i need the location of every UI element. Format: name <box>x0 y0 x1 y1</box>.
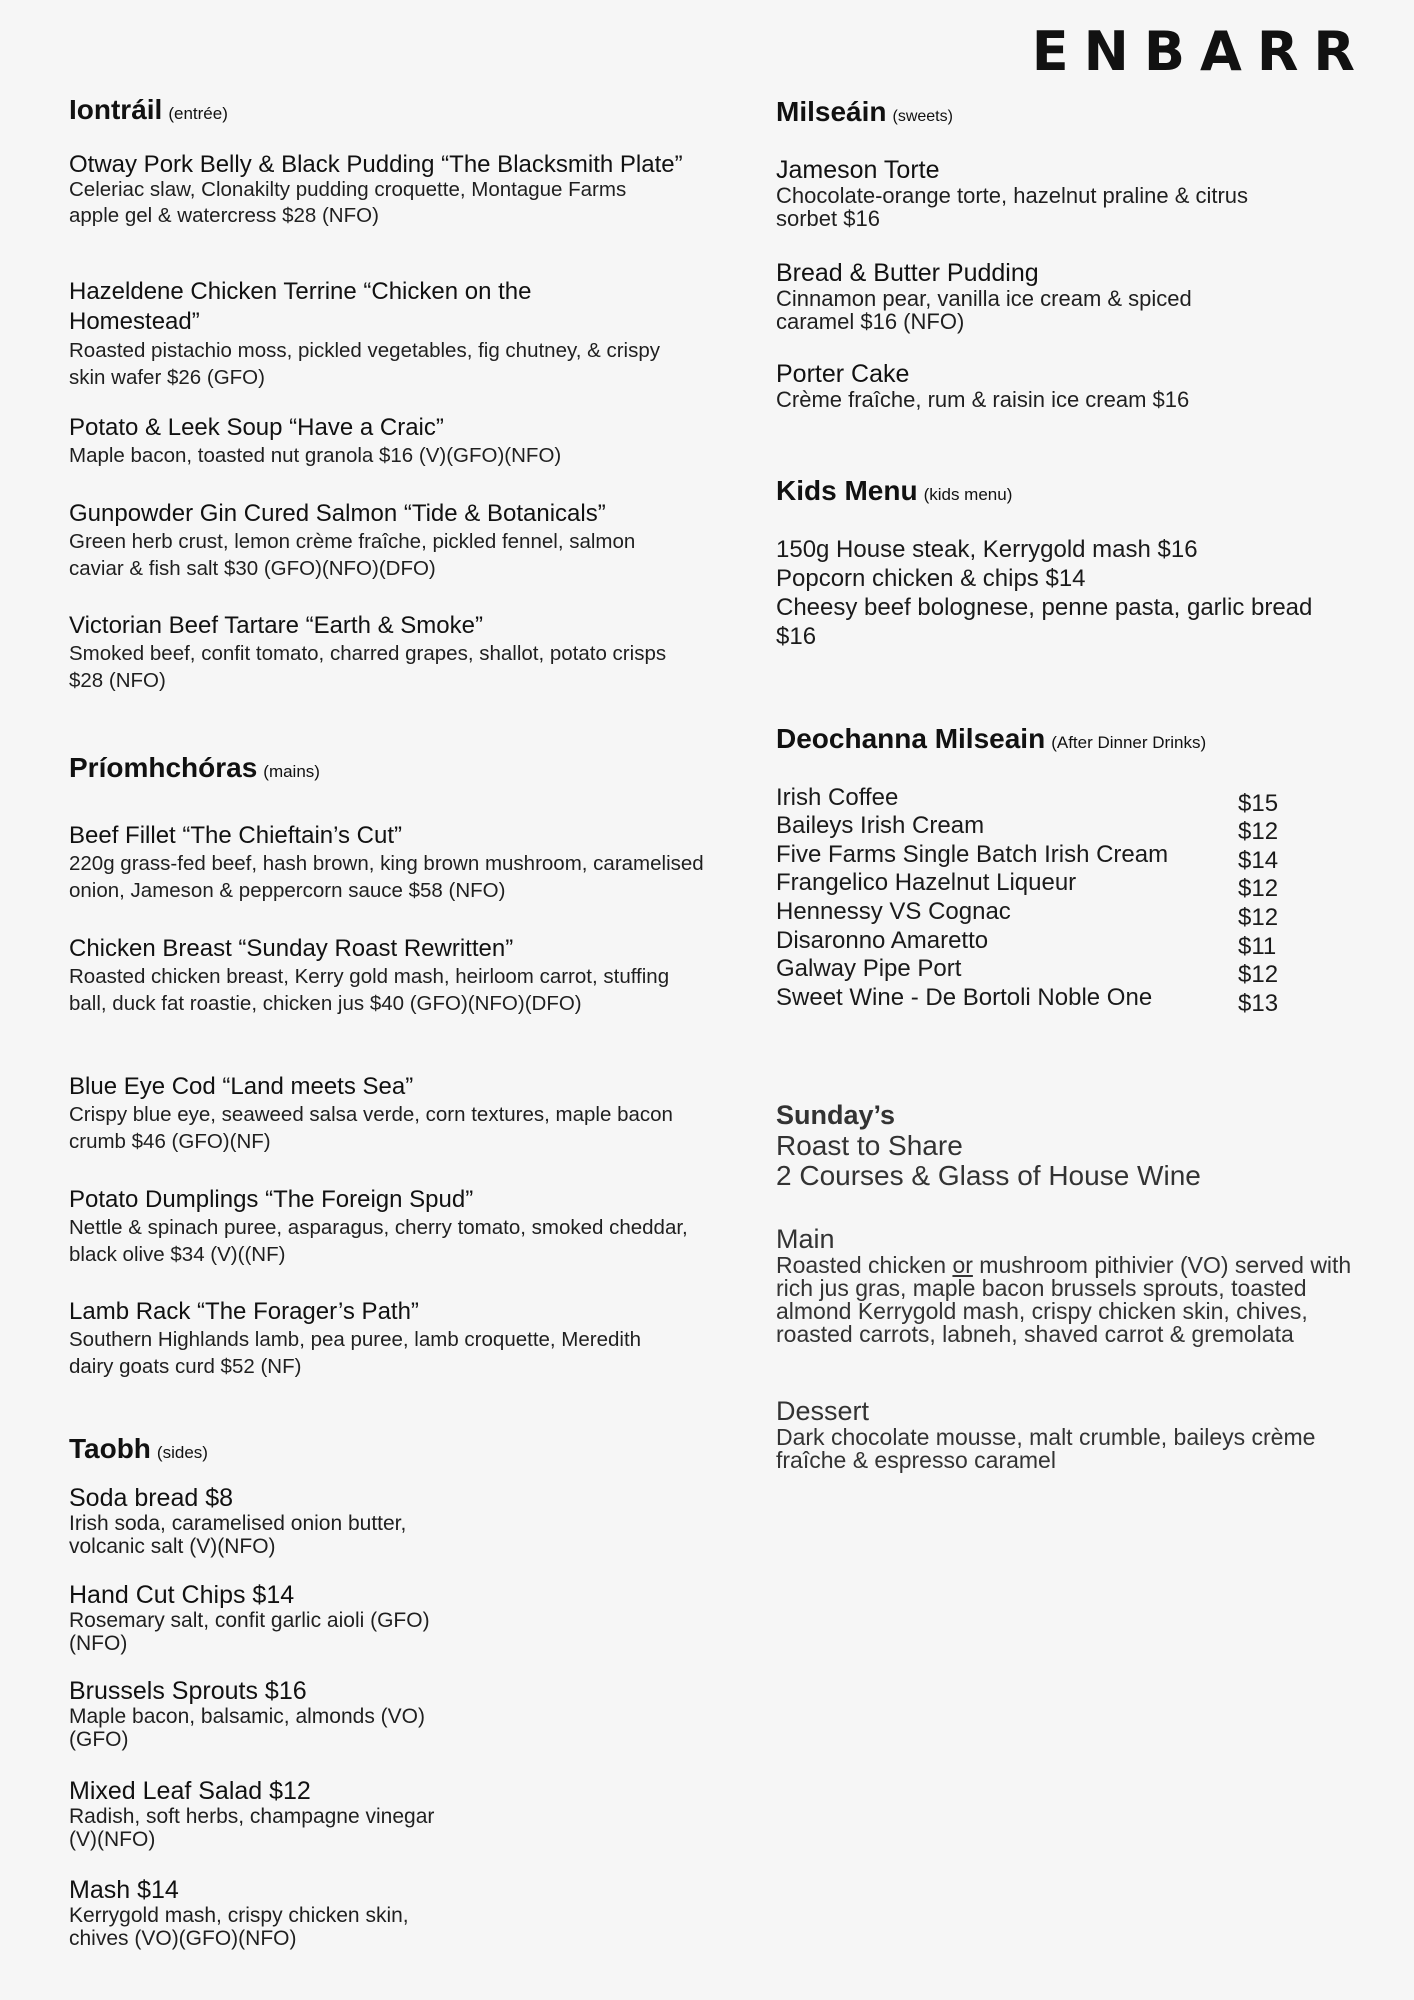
drink-name: Sweet Wine - De Bortoli Noble One <box>776 984 1153 1011</box>
section-subtitle: (sides) <box>156 1443 208 1462</box>
section-title: Taobh <box>69 1433 151 1464</box>
section-title: Príomhchóras <box>69 752 258 783</box>
brand-logo: ENBARR <box>1031 20 1370 83</box>
drink-price: $15 <box>1238 790 1279 817</box>
menu-item <box>776 361 1376 411</box>
drink-row <box>776 897 1279 931</box>
item-desc: Celeriac slaw, Clonakilty pudding croquette, Montague Farms apple gel & watercress $28 (NFO) <box>69 178 627 227</box>
drink-name: Hennessy VS Cognac <box>776 898 1011 925</box>
side-item <box>69 1485 709 1558</box>
drink-price: $12 <box>1238 875 1279 902</box>
section-subtitle: (mains) <box>263 762 320 781</box>
section-subtitle: (After Dinner Drinks) <box>1051 733 1207 752</box>
section-heading <box>776 721 1376 761</box>
sweets-section <box>776 94 1376 135</box>
item-name: Jameson Torte <box>776 156 940 184</box>
kids-section <box>776 473 1376 513</box>
drink-row <box>776 954 1279 988</box>
drink-row <box>776 926 1277 960</box>
item-name: Bread & Butter Pudding <box>776 259 1039 287</box>
sunday-line: Roast to Share <box>776 1130 963 1161</box>
section-subtitle: (sweets) <box>892 108 953 125</box>
menu-item <box>69 1297 709 1380</box>
item-desc: Roasted chicken breast, Kerry gold mash, heirloom carrot, stuffing ball, duck fat roastie, chicken jus $40 (GFO)(NFO)(DFO) <box>69 965 670 1015</box>
drink-price: $12 <box>1238 818 1279 845</box>
kids-item: Popcorn chicken & chips $14 <box>776 565 1086 592</box>
item-desc: Maple bacon, toasted nut granola $16 (V)(GFO)(NFO) <box>69 444 562 467</box>
drink-price: $12 <box>1238 961 1279 988</box>
side-item <box>69 1678 709 1751</box>
item-desc: Crispy blue eye, seaweed salsa verde, corn textures, maple bacon crumb $46 (GFO)(NF) <box>69 1103 673 1153</box>
menu-item <box>69 1185 709 1268</box>
section-title: Milseáin <box>776 96 887 127</box>
item-name: Victorian Beef Tartare “Earth & Smoke” <box>69 612 483 639</box>
section-subtitle: (kids menu) <box>923 485 1013 504</box>
side-item <box>69 1778 709 1851</box>
desc-or: or <box>952 1252 973 1278</box>
section-heading <box>69 92 709 132</box>
item-name: Blue Eye Cod “Land meets Sea” <box>69 1073 414 1100</box>
section-title: Deochanna Milseain <box>776 723 1046 754</box>
menu-item <box>69 934 709 1017</box>
drink-price: $13 <box>1238 990 1279 1017</box>
drink-row <box>776 840 1279 874</box>
item-name: Potato Dumplings “The Foreign Spud” <box>69 1186 474 1213</box>
menu-item <box>69 277 709 391</box>
item-name: Otway Pork Belly & Black Pudding “The Blacksmith Plate” <box>69 151 683 178</box>
drink-name: Irish Coffee <box>776 784 899 811</box>
section-subtitle: (entrée) <box>168 104 228 123</box>
sunday-main-desc <box>776 1254 1376 1346</box>
section-heading <box>69 1431 709 1471</box>
item-desc: Maple bacon, balsamic, almonds (VO)(GFO) <box>69 1705 425 1751</box>
item-desc: Kerrygold mash, crispy chicken skin, chives (VO)(GFO)(NFO) <box>69 1904 409 1950</box>
drink-row <box>776 783 1279 817</box>
item-name: Gunpowder Gin Cured Salmon “Tide & Botanicals” <box>69 500 606 527</box>
menu-item <box>69 1072 709 1155</box>
side-item <box>69 1877 709 1950</box>
sunday-main <box>776 1224 1376 1346</box>
item-name: Porter Cake <box>776 360 910 388</box>
menu-item <box>776 260 1376 333</box>
sunday-dessert <box>776 1396 1376 1472</box>
item-name: Potato & Leek Soup “Have a Craic” <box>69 414 444 441</box>
menu-item <box>69 153 709 229</box>
sunday-main-title: Main <box>776 1224 835 1254</box>
kids-list <box>776 535 1356 651</box>
drink-row <box>776 983 1279 1017</box>
item-name: Hazeldene Chicken Terrine “Chicken on the Homestead” <box>69 278 532 335</box>
section-title: Iontráil <box>69 94 163 125</box>
item-name: Beef Fillet “The Chieftain’s Cut” <box>69 822 403 849</box>
drink-price: $11 <box>1238 933 1277 960</box>
section-heading <box>776 94 1376 135</box>
drink-name: Frangelico Hazelnut Liqueur <box>776 869 1077 896</box>
item-desc: Nettle & spinach puree, asparagus, cherry tomato, smoked cheddar, black olive $34 (V)((NF) <box>69 1216 688 1266</box>
kids-item: 150g House steak, Kerrygold mash $16 <box>776 536 1198 563</box>
menu-item <box>69 611 709 694</box>
menu-item <box>69 821 709 904</box>
item-desc: Cinnamon pear, vanilla ice cream & spiced caramel $16 (NFO) <box>776 286 1192 334</box>
sunday-line: 2 Courses & Glass of House Wine <box>776 1160 1201 1191</box>
side-item <box>69 1582 709 1655</box>
drinks-section <box>776 721 1376 761</box>
section-title: Kids Menu <box>776 475 918 506</box>
desc-text: Roasted chicken <box>776 1252 953 1278</box>
sunday-dessert-title: Dessert <box>776 1396 870 1426</box>
item-desc: Roasted pistachio moss, pickled vegetables, fig chutney, & crispy skin wafer $26 (GFO) <box>69 339 660 389</box>
drink-name: Galway Pipe Port <box>776 955 962 982</box>
sunday-title: Sunday’s <box>776 1100 896 1130</box>
drink-price: $14 <box>1238 847 1279 874</box>
item-name: Chicken Breast “Sunday Roast Rewritten” <box>69 935 514 962</box>
mains-section <box>69 750 709 790</box>
desc-text: mushroom pithivier (VO) served with rich jus gras, maple bacon brussels sprouts, toasted almond Kerrygold mash, crispy chicken skin, chives, roasted carrots, labneh, shaved carrot & gremolata <box>776 1252 1352 1347</box>
item-name: Brussels Sprouts $16 <box>69 1677 307 1705</box>
item-desc: Irish soda, caramelised onion butter, volcanic salt (V)(NFO) <box>69 1512 407 1558</box>
sunday-dessert-desc: Dark chocolate mousse, malt crumble, baileys crème fraîche & espresso caramel <box>776 1424 1316 1473</box>
item-desc: Rosemary salt, confit garlic aioli (GFO)(NFO) <box>69 1609 430 1655</box>
item-name: Mash $14 <box>69 1876 179 1904</box>
item-desc: Smoked beef, confit tomato, charred grapes, shallot, potato crisps $28 (NFO) <box>69 642 667 692</box>
sunday-section <box>776 1100 1376 1191</box>
item-desc: Chocolate-orange torte, hazelnut praline & citrus sorbet $16 <box>776 183 1249 231</box>
section-heading <box>776 473 1376 513</box>
sides-section <box>69 1431 709 1471</box>
drink-name: Baileys Irish Cream <box>776 812 985 839</box>
drink-name: Disaronno Amaretto <box>776 927 989 954</box>
item-desc: Radish, soft herbs, champagne vinegar (V)(NFO) <box>69 1805 435 1851</box>
item-name: Soda bread $8 <box>69 1484 234 1512</box>
section-heading <box>69 750 709 790</box>
item-desc: Southern Highlands lamb, pea puree, lamb croquette, Meredith dairy goats curd $52 (NF) <box>69 1328 642 1378</box>
menu-item <box>69 413 709 469</box>
drink-row <box>776 811 1279 845</box>
item-name: Lamb Rack “The Forager’s Path” <box>69 1298 419 1325</box>
item-desc: 220g grass-fed beef, hash brown, king brown mushroom, caramelised onion, Jameson & peppercorn sauce $58 (NFO) <box>69 852 704 902</box>
item-name: Hand Cut Chips $14 <box>69 1581 295 1609</box>
item-name: Mixed Leaf Salad $12 <box>69 1777 311 1805</box>
drink-name: Five Farms Single Batch Irish Cream <box>776 841 1169 868</box>
menu-item <box>776 157 1376 230</box>
kids-item: Cheesy beef bolognese, penne pasta, garlic bread $16 <box>776 594 1313 650</box>
drink-price: $12 <box>1238 904 1279 931</box>
entree-section <box>69 92 709 132</box>
item-desc: Green herb crust, lemon crème fraîche, pickled fennel, salmon caviar & fish salt $30 (GFO)(NFO)(DFO) <box>69 530 636 580</box>
drink-row <box>776 868 1279 902</box>
menu-item <box>69 499 709 582</box>
item-desc: Crème fraîche, rum & raisin ice cream $16 <box>776 387 1190 412</box>
